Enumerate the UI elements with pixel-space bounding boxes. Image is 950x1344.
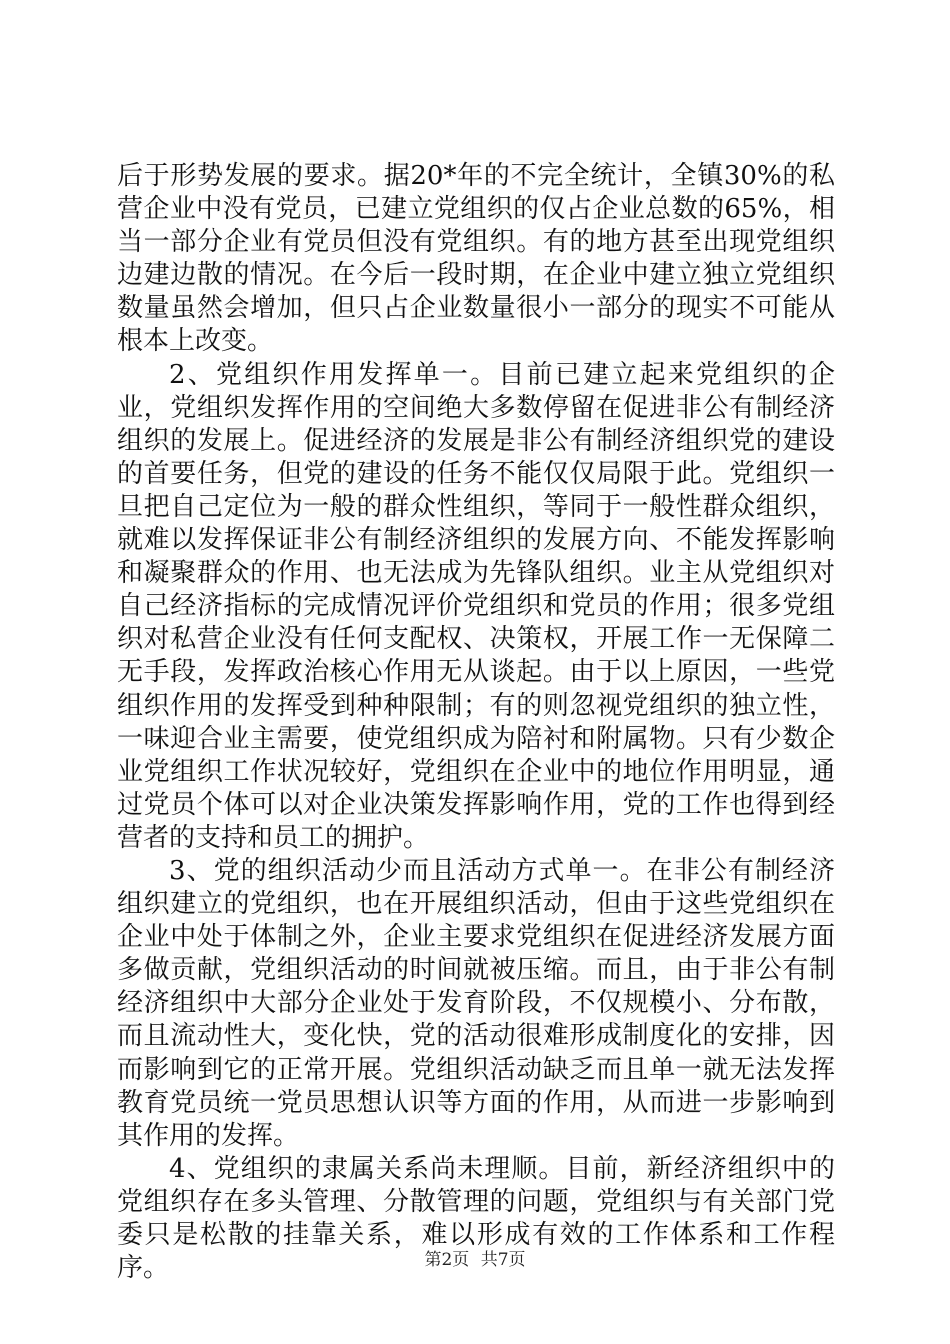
- page-number: 第2页: [424, 1250, 470, 1270]
- paragraph-2: 2、党组织作用发挥单一。目前已建立起来党组织的企业，党组织发挥作用的空间绝大多数停留在促进非公有制经济组织的发展上。促进经济的发展是非公有制经济组织党的建设的首要任务，但党的建设的任务不能仅仅局限于此。党组织一旦把自己定位为一般的群众性组织，等同于一般性群众组织，就难以发挥保证非公有制经济组织的发展方向、不能发挥影响和凝聚群众的作用、也无法成为先锋队组织。业主从党组织对自己经济指标的完成情况评价党组织和党员的作用；很多党组织对私营企业没有任何支配权、决策权，开展工作一无保障二无手段，发挥政治核心作用无从谈起。由于以上原因，一些党组织作用的发挥受到种种限制；有的则忽视党组织的独立性，一味迎合业主需要，使党组织成为陪衬和附属物。只有少数企业党组织工作状况较好，党组织在企业中的地位作用明显，通过党员个体可以对企业决策发挥影响作用，党的工作也得到经营者的支持和员工的拥护。: [117, 359, 835, 853]
- paragraph-4: 4、党组织的隶属关系尚未理顺。目前，新经济组织中的党组织存在多头管理、分散管理的问题，党组织与有关部门党委只是松散的挂靠关系，难以形成有效的工作体系和工作程序。: [117, 1153, 835, 1284]
- paragraph-1: 后于形势发展的要求。据20*年的不完全统计，全镇30%的私营企业中没有党员，已建立党组织的仅占企业总数的65%，相当一部分企业有党员但没有党组织。有的地方甚至出现党组织边建边散的情况。在今后一段时期，在企业中建立独立党组织数量虽然会增加，但只占企业数量很小一部分的现实不可能从根本上改变。: [117, 161, 835, 357]
- page-footer: [0, 1245, 950, 1270]
- page-total: 共7页: [480, 1250, 526, 1270]
- paragraph-3: 3、党的组织活动少而且活动方式单一。在非公有制经济组织建立的党组织，也在开展组织活动，但由于这些党组织在企业中处于体制之外，企业主要求党组织在促进经济发展方面多做贡献，党组织活动的时间就被压缩。而且，由于非公有制经济组织中大部分企业处于发育阶段，不仅规模小、分布散，而且流动性大，变化快，党的活动很难形成制度化的安排，因而影响到它的正常开展。党组织活动缺乏而且单一就无法发挥教育党员统一党员思想认识等方面的作用，从而进一步影响到其作用的发挥。: [117, 855, 835, 1151]
- document-body: [117, 160, 835, 1285]
